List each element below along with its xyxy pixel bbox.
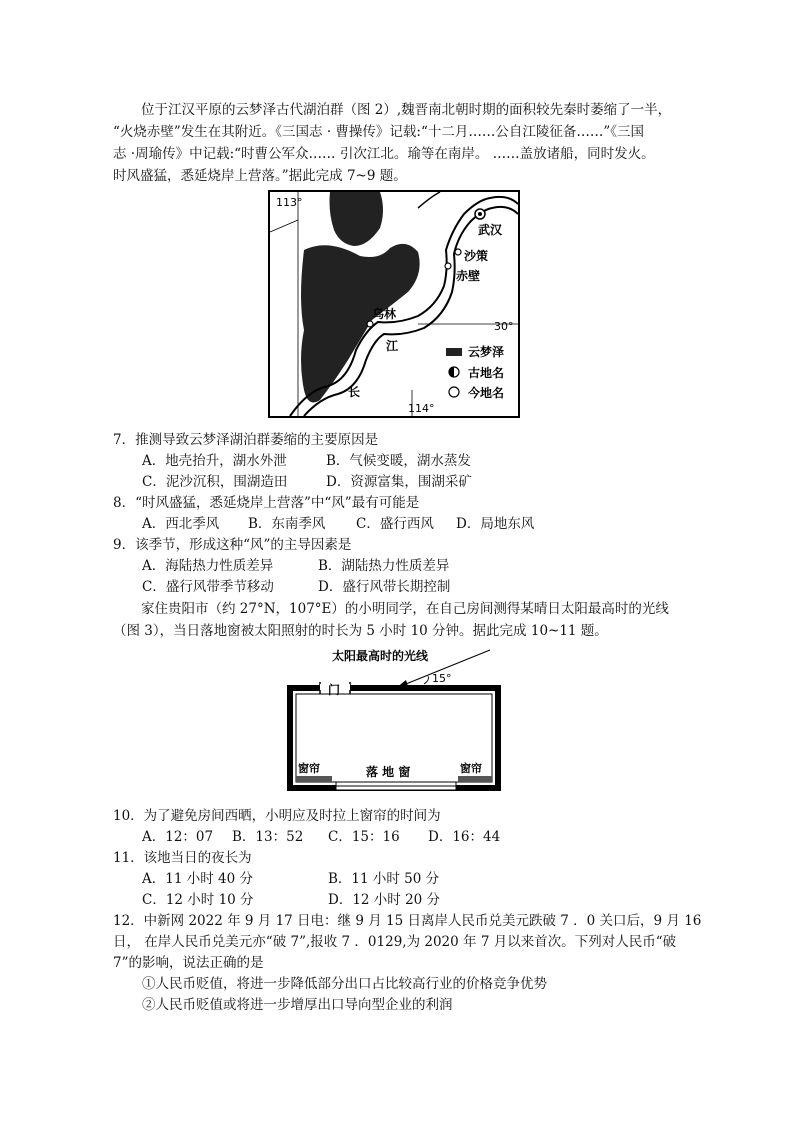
- map-lat-30: 30°: [494, 320, 514, 333]
- q10-stem: 10．为了避免房间西晒，小明应及时拉上窗帘的时间为: [113, 808, 441, 824]
- room-curtain-left: 窗帘: [298, 762, 320, 775]
- room-curtain-right: 窗帘: [460, 762, 482, 775]
- q7-option-c[interactable]: C．泥沙沉积，围湖造田: [142, 474, 288, 490]
- q11-option-b[interactable]: B．11 小时 50 分: [328, 871, 440, 887]
- room-window-label: 落 地 窗: [366, 765, 411, 779]
- q7-stem: 7．推测导致云梦泽湖泊群萎缩的主要原因是: [113, 432, 379, 448]
- q10-option-d[interactable]: D．16：44: [428, 829, 501, 845]
- map-label-wulin: 乌林: [372, 307, 397, 321]
- q9-options-row1: [142, 556, 449, 576]
- map-lon-113: 113°: [276, 196, 303, 209]
- q12-line3: 7”的影响，说法正确的是: [113, 955, 264, 971]
- q8-options: [142, 514, 534, 534]
- q9-option-d[interactable]: D．盛行风带长期控制: [318, 579, 451, 595]
- q9-option-b[interactable]: B．湖陆热力性质差异: [318, 558, 450, 574]
- q8-option-c[interactable]: C．盛行西风: [356, 516, 434, 532]
- legend-modern-label: 今地名: [468, 386, 505, 400]
- q11-option-c[interactable]: C．12 小时 10 分: [142, 892, 254, 908]
- yunmengze-map: [268, 190, 520, 418]
- q11-options-row2: [142, 890, 440, 910]
- q7-option-d[interactable]: D．资源富集，围湖采矿: [326, 474, 472, 490]
- q9-option-a[interactable]: A．海陆热力性质差异: [142, 558, 274, 574]
- q9-options-row2: [142, 577, 450, 597]
- map-label-chang: 长: [348, 385, 361, 399]
- q8-option-d[interactable]: D．局地东风: [456, 516, 535, 532]
- intro1-line1: 位于江汉平原的云梦泽古代湖泊群（图 2）,魏晋南北朝时期的面积较先秦时萎缩了一半，: [141, 102, 672, 118]
- legend-lake-label: 云梦泽: [468, 345, 505, 359]
- q10-option-b[interactable]: B．13：52: [232, 829, 304, 845]
- q12-statement-2[interactable]: ②人民币贬值或将进一步增厚出口导向型企业的利润: [142, 997, 453, 1013]
- room-sunlight-title: 太阳最高时的光线: [332, 649, 429, 663]
- room-diagram: [284, 644, 514, 792]
- q8-stem: 8．“时风盛猛，悉延烧岸上营落”中“风”最有可能是: [113, 495, 420, 511]
- wulin-marker: [367, 321, 373, 327]
- q11-option-a[interactable]: A．11 小时 40 分: [142, 871, 253, 887]
- q7-option-b[interactable]: B．气候变暖，湖水蒸发: [326, 453, 471, 469]
- legend-ancient-label: 古地名: [468, 366, 505, 380]
- q9-option-c[interactable]: C．盛行风带季节移动: [142, 579, 274, 595]
- q12-line1: 12．中新网 2022 年 9 月 17 日电：继 9 月 15 日离岸人民币兑美元跌破 7 ．0 关口后，9 月 16: [113, 913, 702, 929]
- shace-marker: [455, 249, 461, 255]
- legend-modern-icon: [449, 387, 459, 397]
- q10-option-a[interactable]: A．12：07: [142, 829, 214, 845]
- q12-statement-1[interactable]: ①人民币贬值，将进一步降低部分出口占比较高行业的价格竞争优势: [142, 976, 547, 992]
- chibi-marker: [445, 263, 451, 269]
- q8-option-b[interactable]: B．东南季风: [248, 516, 326, 532]
- q11-stem: 11．该地当日的夜长为: [113, 850, 252, 866]
- q7-option-a[interactable]: A．地壳抬升，湖水外泄: [142, 453, 287, 469]
- intro1-line4: 时风盛猛，悉延烧岸上营落。”据此完成 7~9 题。: [113, 168, 407, 184]
- intro2-line2: （图 3），当日落地窗被太阳照射的时长为 5 小时 10 分钟。据此完成 10~11 题。: [113, 623, 608, 639]
- intro1-line3: 志 ·周瑜传》中记载:“时曹公军众…… 引次江北。瑜等在南岸。 ……盖放诸船，同时发火。: [113, 146, 655, 162]
- q9-stem: 9．该季节，形成这种“风”的主导因素是: [113, 537, 352, 553]
- legend-lake-swatch: [446, 348, 462, 356]
- map-lon-114: 114°: [408, 402, 435, 415]
- room-door-label: 门: [328, 683, 341, 697]
- intro1-line2: “火烧赤壁”发生在其附近。《三国志 · 曹操传》记载:“十二月……公自江陵征备……”《三国: [113, 124, 645, 140]
- q10-options: [142, 827, 500, 847]
- intro2-line1: 家住贵阳市（约 27°N，107°E）的小明同学，在自己房间测得某晴日太阳最高时的光线: [141, 601, 669, 617]
- map-label-wuhan: 武汉: [478, 223, 503, 237]
- q11-option-d[interactable]: D．12 小时 20 分: [328, 892, 441, 908]
- room-angle-label: 15°: [432, 672, 452, 685]
- q11-options-row1: [142, 869, 439, 889]
- q10-option-c[interactable]: C．15：16: [328, 829, 400, 845]
- q7-options-row1: [142, 451, 471, 471]
- q8-option-a[interactable]: A．西北季风: [142, 516, 220, 532]
- map-label-shace: 沙策: [464, 249, 489, 263]
- map-label-chibi: 赤壁: [456, 269, 481, 283]
- map-label-jiang: 江: [386, 339, 399, 353]
- q12-line2: 日， 在岸人民币兑美元亦“破 7”,报收 7 ．0129,为 2020 年 7 月以来首次。下列对人民币“破: [113, 934, 677, 950]
- q7-options-row2: [142, 472, 472, 492]
